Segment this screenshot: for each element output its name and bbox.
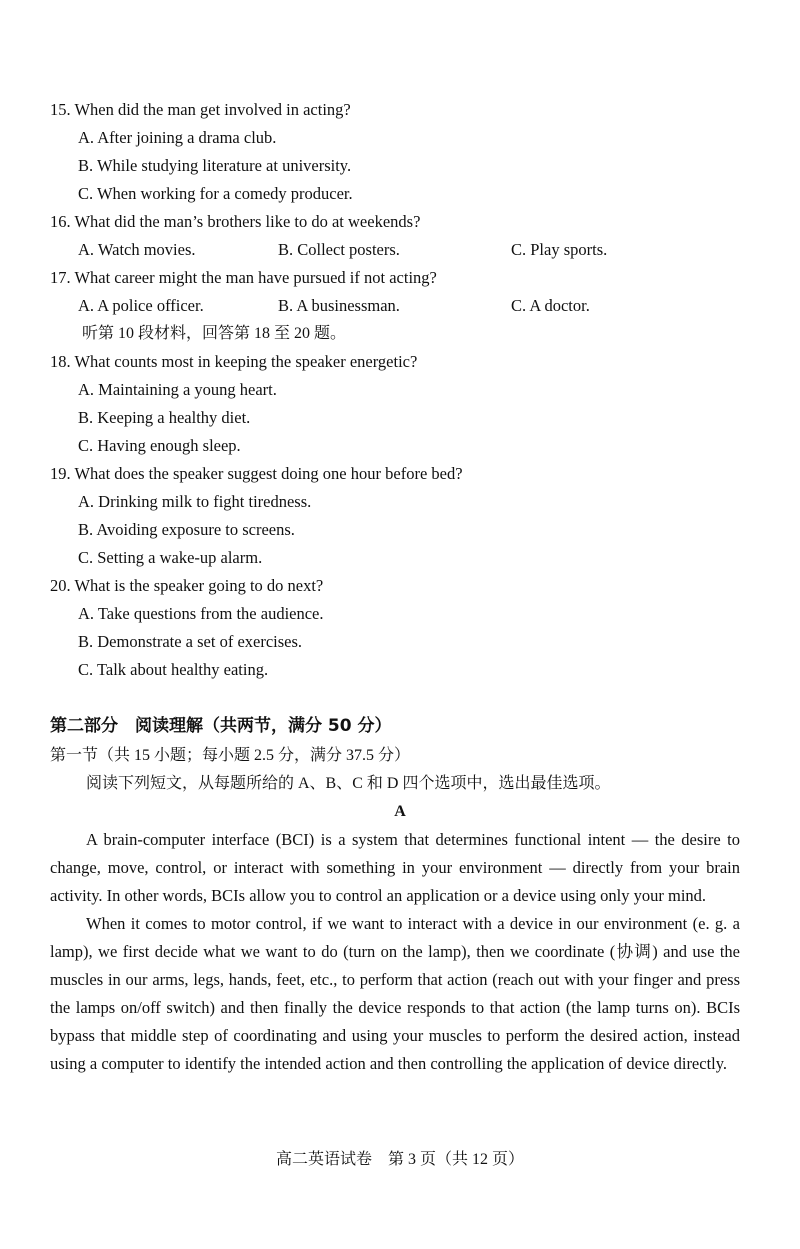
q17-option-b: B. A businessman.	[278, 296, 400, 315]
question-18: 18. What counts most in keeping the speaker energetic?	[50, 352, 418, 371]
passage-paragraph-1: A brain-computer interface (BCI) is a system that determines functional intent — the desire to change, move, control, or interact with something in your environment — directly from your brain activity. In other words, BCIs allow you to control an application or a device using only your mind.	[50, 830, 740, 905]
question-15: 15. When did the man get involved in acting?	[50, 100, 351, 119]
q20-option-c: C. Talk about healthy eating.	[78, 660, 269, 679]
passage-paragraph-2: When it comes to motor control, if we want to interact with a device in our environment (e. g. a lamp), we first decide what we want to do (turn on the lamp), then we coordinate (协调) and use the muscles in our arms, legs, hands, feet, etc., to perform that action (reach out with your finger and press the lamps on/off switch) and then finally the device responds to that action (the lamp turns on). BCIs bypass that middle step of coordinating and using your muscles to perform the desired action, instead using a computer to identify the intended action and then controlling the application of device directly.	[50, 914, 740, 1073]
q17-option-c: C. A doctor.	[511, 296, 590, 315]
q19-option-c: C. Setting a wake-up alarm.	[78, 548, 263, 567]
question-19: 19. What does the speaker suggest doing one hour before bed?	[50, 464, 463, 483]
page-footer: 高二英语试卷 第 3 页（共 12 页）	[275, 1151, 524, 1168]
q17-option-a: A. A police officer.	[78, 296, 204, 315]
q19-option-b: B. Avoiding exposure to screens.	[78, 520, 295, 539]
question-16: 16. What did the man’s brothers like to do at weekends?	[50, 212, 421, 231]
q15-option-b: B. While studying literature at university.	[78, 156, 352, 175]
q19-option-a: A. Drinking milk to fight tiredness.	[78, 492, 312, 511]
q20-option-a: A. Take questions from the audience.	[78, 604, 324, 623]
q15-option-c: C. When working for a comedy producer.	[78, 184, 353, 203]
question-17: 17. What career might the man have pursued if not acting?	[50, 268, 437, 287]
q18-option-b: B. Keeping a healthy diet.	[78, 408, 251, 427]
q16-option-a: A. Watch movies.	[78, 240, 196, 259]
passage-body	[50, 826, 740, 1078]
passage-title: A	[394, 803, 406, 820]
question-20: 20. What is the speaker going to do next?	[50, 576, 324, 595]
q16-option-c: C. Play sports.	[511, 240, 608, 259]
q16-option-b: B. Collect posters.	[278, 240, 400, 259]
part2-heading: 第二部分 阅读理解（共两节，满分 50 分）	[50, 716, 392, 736]
q15-option-a: A. After joining a drama club.	[78, 128, 277, 147]
reading-instruction: 阅读下列短文，从每题所给的 A、B、C 和 D 四个选项中，选出最佳选项。	[86, 775, 611, 792]
q20-option-b: B. Demonstrate a set of exercises.	[78, 632, 303, 651]
q18-option-a: A. Maintaining a young heart.	[78, 380, 277, 399]
q18-option-c: C. Having enough sleep.	[78, 436, 241, 455]
listening-note: 听第 10 段材料，回答第 18 至 20 题。	[82, 325, 347, 342]
section1-heading: 第一节（共 15 小题；每小题 2.5 分，满分 37.5 分）	[50, 747, 411, 764]
